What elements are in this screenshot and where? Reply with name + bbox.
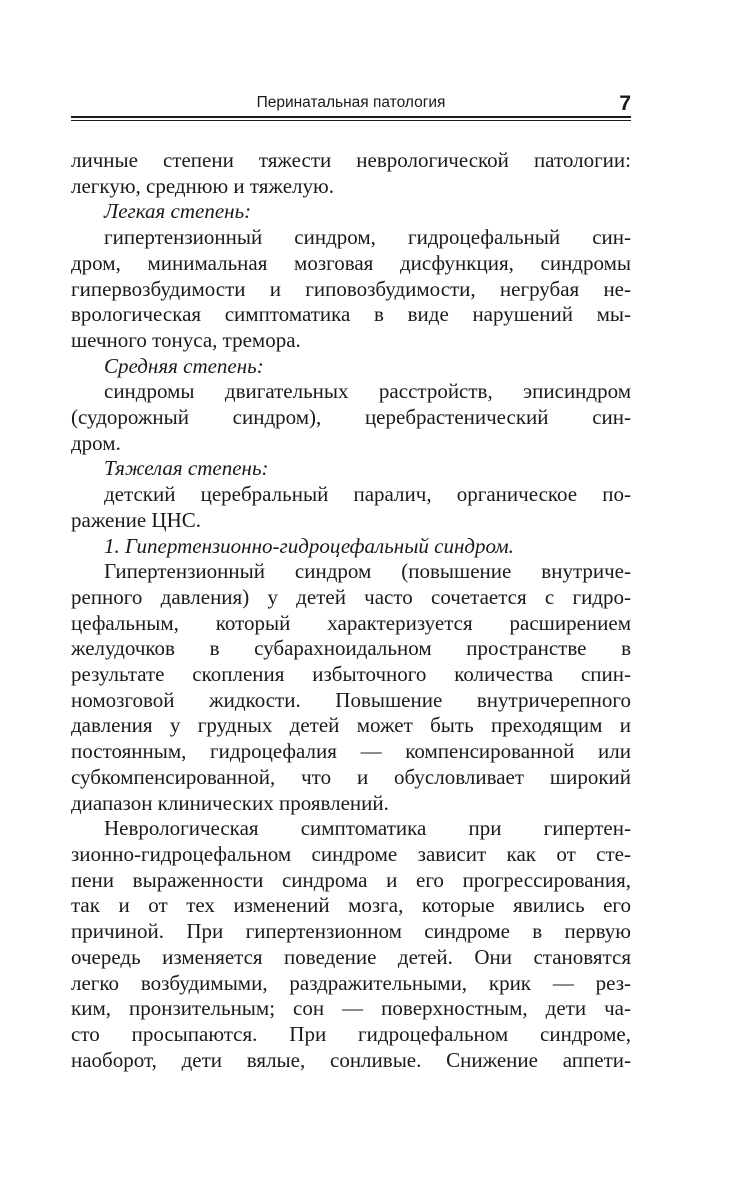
text-line: Гипертензионный синдром (повышение внутриче-: [104, 559, 631, 584]
text-line: номозговой жидкости. Повышение внутричерепного: [71, 687, 631, 712]
header-rule-thick: [71, 116, 631, 118]
running-header: [71, 93, 631, 115]
text-line: наоборот, дети вялые, сонливые. Снижение аппети-: [71, 1047, 631, 1072]
text-line: (судорожный синдром), церебрастенический син-: [71, 405, 631, 430]
text-line: дром, минимальная мозговая дисфункция, синдромы: [71, 250, 631, 275]
text-line: врологическая симптоматика в виде нарушений мы-: [71, 302, 631, 327]
text-line: Неврологическая симптоматика при гипертен-: [104, 816, 631, 841]
text-line: результате скопления избыточного количества спин-: [71, 662, 631, 687]
text-line: субкомпенсированной, что и обусловливает широкий: [71, 764, 631, 789]
text-line: пени выраженности синдрома и его прогрессирования,: [71, 867, 631, 892]
text-line: гипертензионный синдром, гидроцефальный син-: [104, 225, 631, 250]
body-text: [71, 148, 631, 1073]
text-line: дром.: [71, 430, 121, 455]
subheading-moderate: Средняя степень:: [104, 353, 264, 378]
text-line: давления у грудных детей может быть преходящим и: [71, 713, 631, 738]
text-line: гипервозбудимости и гиповозбудимости, негрубая не-: [71, 276, 631, 301]
text-line: так и от тех изменений мозга, которые явились его: [71, 893, 631, 918]
text-line: цефальным, который характеризуется расширением: [71, 610, 631, 635]
text-line: причиной. При гипертензионном синдроме в первую: [71, 919, 631, 944]
subheading-mild: Легкая степень:: [104, 199, 252, 224]
section-heading: 1. Гипертензионно-гидроцефальный синдром.: [104, 533, 514, 558]
header-rule-thin: [71, 120, 631, 121]
text-line: личные степени тяжести неврологической патологии:: [71, 148, 631, 172]
text-line: желудочков в субарахноидальном пространстве в: [71, 636, 631, 661]
running-title: Перинатальная патология: [256, 94, 446, 111]
text-line: шечного тонуса, тремора.: [71, 327, 301, 352]
text-line: детский церебральный паралич, органическое по-: [104, 482, 631, 507]
text-line: легко возбудимыми, раздражительными, крик — рез-: [71, 970, 631, 995]
text-line: легкую, среднюю и тяжелую.: [71, 173, 334, 198]
text-line: синдромы двигательных расстройств, эписиндром: [104, 379, 631, 404]
subheading-severe: Тяжелая степень:: [104, 456, 269, 481]
text-line: ражение ЦНС.: [71, 507, 202, 532]
text-line: диапазон клинических проявлений.: [71, 790, 389, 815]
text-line: репного давления) у детей часто сочетается с гидро-: [71, 584, 631, 609]
text-line: ким, пронзительным; сон — поверхностным, дети ча-: [71, 996, 631, 1021]
text-line: сто просыпаются. При гидроцефальном синдроме,: [71, 1021, 631, 1046]
page-number: 7: [619, 92, 631, 115]
text-line: постоянным, гидроцефалия — компенсированной или: [71, 739, 631, 764]
text-line: зионно-гидроцефальном синдроме зависит как от сте-: [71, 841, 631, 866]
text-line: очередь изменяется поведение детей. Они становятся: [71, 944, 631, 969]
